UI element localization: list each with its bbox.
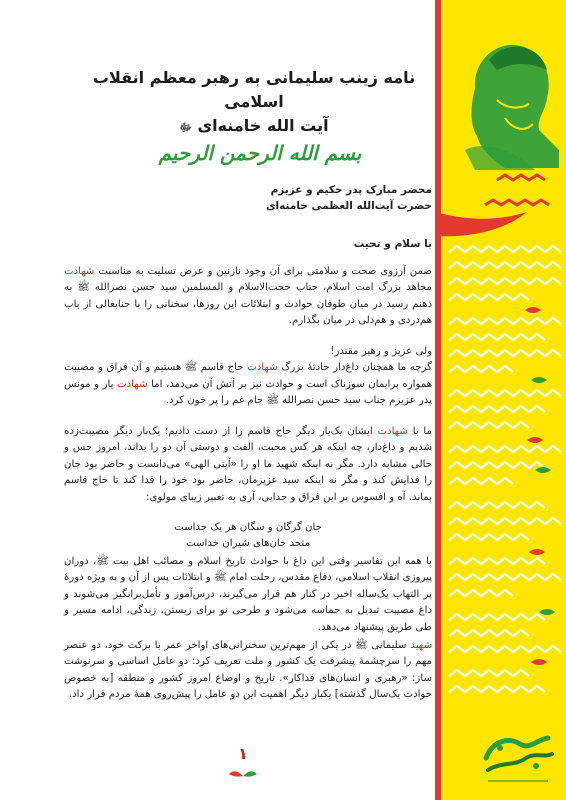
page-number [228, 744, 258, 780]
paragraph-4: با همه این تفاسیر وقتی این داغ با حوادث تاریخ اسلام و مصائب اهل بیت ﷺ، دوران پیروزی انقلاب اسلامی، دفاع مقدس، رحلت امام ﷺ و ابتلائات پس از آن و به ویژه دورۀ پر التهاب یک‌ساله اخیر در کنار هم قرار می‌گیرند، درس‌آموز و تأمل‌برانگیز می‌شوند و داغ مصیبت تبدیل به حماسه می‌شود و طرحی نو برای زیستن، زندگی، ادامه مسیر و طی طریق پیشنهاد می‌دهد. [64, 556, 432, 633]
page-number-text: ۱ [238, 744, 248, 763]
paragraph-2-intro: ولی عزیز و رهبر مقتدر! [330, 346, 432, 357]
paragraph-1-lead: ضمن آرزوی صحت و سلامتی برای آن وجود نازنین و عرض تسلیت به مناسبت [94, 266, 432, 277]
paragraph-2-highlight-1: شهادت [247, 362, 278, 374]
paragraph-1 [64, 264, 432, 330]
paragraph-2-c: یار و مونس پدر عزیزم جناب سید حسن نصرالله ﷺ جام غم را پر خون کرد. [64, 378, 432, 407]
leaf-ornament-icon [228, 766, 258, 780]
title-line-1: نامه زینب سلیمانی به رهبر معظم انقلاب اسلامی [92, 68, 416, 111]
paragraph-3-b: ایشان یک‌بار دیگر حاج قاسم را از دست دادیم؛ یک‌بار دیگر مصیبت‌زده شدیم و داغ‌دار، چه اینکه هر کس محبت، الفت و دوستی آن دو را بداند، امروز حس و حالی مشابه دارد. مگر نه اینکه شهید ما او را «آیتی الهی» می‌دانست و حاضر بود جان را فدایش کند و مگر نه اینکه سید عزیزمان، حاضر بود خود را فدا کند تا حاج قاسم بماند. آه و افسوس بر این فراق و جدایی، آری به تعبیر زیبای مولوی: [64, 426, 432, 503]
page-title [84, 66, 424, 140]
salutation [150, 182, 432, 214]
title-honorific: ﷻ [179, 121, 192, 134]
paragraph-5-rest: سلیمانی ﷺ در یکی از مهم‌ترین سخنرانی‌های اواخر عمر با برکت خود، دو عنصر مهم را سرچشمهٔ پیشرفت یک کشور و ملت تعریف کرد: دو عامل اساسی و سرنوشت ساز: «رهبری و انسان‌های فداکار». تاریخ و اوضاع امروز کشور و منطقه [به خصوص حوادث یک‌سال گذشته] یکبار دیگر اهمیت این دو عامل را پیش‌روی همهٔ مردم قرار داد. [64, 640, 432, 701]
poem-line-2: متحد جان‌های شیران خداست [185, 538, 311, 550]
bismillah-calligraphy [150, 130, 370, 176]
leaf-accents-icon [525, 307, 555, 665]
paragraph-2-a: گرچه ما همچنان داغ‌دار حادثهٔ بزرگ [277, 362, 432, 374]
paragraph-5 [64, 638, 432, 704]
chevron-pattern-icon [435, 0, 566, 800]
poem-line-1: جان گرگان و سگان هر یک جداست [174, 522, 322, 533]
paragraph-1-rest: مجاهد بزرگ امت اسلام، جناب حجت‌الاسلام و المسلمین سید حسن نصرالله ﷺ به ذهنم رسید در میان طوفان حوادث و ابتلائات این روزها، سخنانی را با جنابعالی از باب هم‌دردی و هم‌دلی در میان بگذارم. [64, 282, 432, 327]
paragraph-3 [64, 424, 432, 506]
paragraph-5-highlight: شهید [410, 640, 432, 651]
bismillah-text: بسم الله الرحمن الرحیم [158, 141, 362, 165]
paragraph-2-b: حاج قاسم ﷺ هستیم و آن فراق و مصیبت همواره برایمان سوزناک است و حوادث نیز بر آتش آن می‌دمد، اما [64, 362, 432, 390]
salutation-line-2: حضرت آیت‌الله العظمی خامنه‌ای [265, 200, 432, 212]
title-line-2-text: آیت الله خامنه‌ای [197, 116, 329, 135]
paragraph-3-a: ما با [407, 426, 432, 437]
logo-mark-icon [478, 728, 558, 790]
logo-emblem-icon [478, 728, 558, 790]
paragraph-1-highlight: شهادت [64, 266, 95, 277]
salutation-line-1: محضر مبارک پدر حکیم و عزیزم [270, 184, 432, 196]
portrait-illustration-icon [465, 45, 559, 170]
poem [64, 520, 432, 553]
paragraph-2-highlight-2: شهادت [117, 378, 148, 390]
decorative-sidebar [435, 0, 566, 800]
paragraph-2 [64, 344, 432, 410]
greeting: با سلام و تحیت [353, 238, 432, 250]
paragraph-3-highlight: شهادت [377, 426, 408, 437]
